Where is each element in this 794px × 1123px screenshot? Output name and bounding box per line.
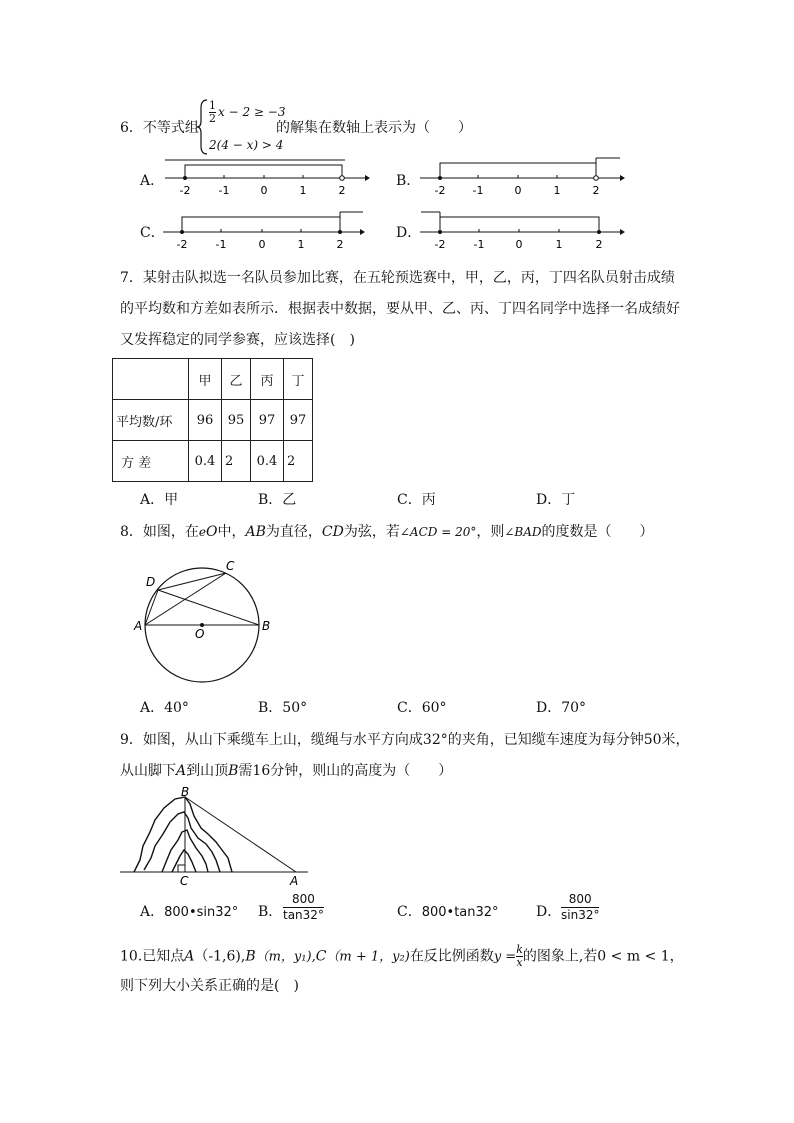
q9-option-d-fraction: $\frac{800}{\sin 32^\circ}$: [561, 892, 600, 922]
q9-mountain-diagram: [118, 784, 314, 890]
table-cell: 方 差: [113, 441, 189, 482]
table-cell: 2: [284, 441, 313, 482]
q6-option-a-label: A．: [140, 173, 165, 189]
q8-stem: 8．如图，在eO中，AB为直径，CD为弦，若∠ACD = 20°，则∠BAD的度数是（ ）: [120, 524, 654, 540]
q8-option-a: A．40°: [140, 700, 189, 716]
tick-label: 1: [299, 184, 307, 197]
q6-numberline-c: [158, 206, 370, 252]
q6-suffix: 的解集在数轴上表示为（ ）: [276, 120, 472, 136]
q7-option-d: D．丁: [536, 492, 576, 508]
q7-option-a: A．甲: [140, 492, 179, 508]
tick-label: 1: [553, 184, 561, 197]
point-label-o: O: [195, 627, 205, 641]
q6-brace: [196, 98, 210, 156]
point-label-c: C: [226, 559, 235, 573]
q6-option-b-label: B．: [396, 173, 421, 189]
tick-label: 0: [258, 238, 266, 251]
q8-option-b: B．50°: [258, 700, 308, 716]
table-cell: 2: [222, 441, 251, 482]
q9-line-1: 9．如图，从山下乘缆车上山，缆绳与水平方向成32°的夹角，已知缆车速度为每分钟50米，: [120, 732, 690, 748]
tick-label: -2: [434, 184, 446, 197]
tick-label: -2: [176, 238, 188, 251]
q6-half-fraction: $\frac{1}{2}$: [209, 99, 216, 125]
q7-line-3: 又发挥稳定的同学参赛，应该选择( ): [120, 332, 355, 348]
table-cell: 丁: [284, 359, 313, 400]
q9-option-d: D．: [536, 904, 562, 920]
table-cell: 97: [284, 400, 313, 441]
q10-k-over-x: $\frac{k}{x}$: [516, 943, 523, 969]
q8-option-c: C．60°: [397, 700, 447, 716]
q10-line-1: 10.已知点A（-1,6),B（m，y₁),C（m + 1，y₂)在反比例函数y = $\frac{k}{x}$ 的图象上,若0 < m < 1，: [120, 943, 684, 969]
q6-number: 6．不等式组: [120, 120, 199, 136]
tick-label: 2: [595, 238, 603, 251]
q9-line-2: 从山脚下A到山顶B需16分钟，则山的高度为（ ）: [120, 763, 453, 779]
q7-line-2: 的平均数和方差如表所示．根据表中数据，要从甲、乙、丙、丁四名同学中选择一名成绩好: [120, 301, 680, 317]
table-cell: 0.4: [251, 441, 284, 482]
point-label-a: A: [134, 619, 143, 633]
q9-option-c: C．800•tan32°: [397, 904, 499, 920]
table-cell: 0.4: [189, 441, 222, 482]
q6-option-d-label: D．: [396, 225, 422, 241]
tick-label: 1: [297, 238, 305, 251]
table-row: [113, 400, 313, 441]
tick-label: 2: [338, 184, 346, 197]
q9-option-b-fraction: $\frac{800}{\tan 32^\circ}$: [283, 892, 324, 922]
tick-label: 0: [260, 184, 268, 197]
q7-score-table: [112, 358, 313, 482]
tick-label: -2: [434, 238, 446, 251]
q6-inequality-2: 2(4 − x) > 4: [209, 138, 284, 152]
tick-label: -1: [215, 238, 227, 251]
q6-numberline-d: [415, 206, 630, 252]
tick-label: 1: [555, 238, 563, 251]
table-row: [113, 359, 313, 400]
point-label-b: B: [262, 619, 271, 633]
table-cell: 95: [222, 400, 251, 441]
tick-label: 0: [515, 238, 523, 251]
q6-option-c-label: C．: [140, 225, 165, 241]
tick-label: 0: [514, 184, 522, 197]
table-cell: 平均数/环: [113, 400, 189, 441]
q7-option-c: C．丙: [397, 492, 436, 508]
q7-option-b: B．乙: [258, 492, 297, 508]
table-cell: 甲: [189, 359, 222, 400]
q6-numberline-a: [160, 152, 370, 198]
q6-numberline-b: [415, 152, 630, 198]
q7-line-1: 7．某射击队拟选一名队员参加比赛，在五轮预选赛中，甲，乙，丙，丁四名队员射击成绩: [120, 270, 675, 286]
tick-label: -1: [473, 238, 485, 251]
point-label-d: D: [146, 575, 156, 589]
tick-label: -2: [179, 184, 191, 197]
q10-line-2: 则下列大小关系正确的是( ): [120, 978, 299, 994]
tick-label: -1: [472, 184, 484, 197]
q9-option-b: B．: [258, 904, 283, 920]
point-label-a: A: [290, 874, 299, 888]
point-label-b: B: [181, 785, 190, 799]
tick-label: 2: [336, 238, 344, 251]
table-cell: 丙: [251, 359, 284, 400]
table-cell: 96: [189, 400, 222, 441]
table-cell: 97: [251, 400, 284, 441]
q6-inequality-1: $\frac{1}{2}$ x − 2 ≥ −3: [209, 99, 286, 125]
q9-option-a: A．800•sin32°: [140, 904, 239, 920]
tick-label: 2: [592, 184, 600, 197]
table-cell: [113, 359, 189, 400]
q8-circle-diagram: [128, 555, 278, 695]
table-cell: 乙: [222, 359, 251, 400]
tick-label: -1: [218, 184, 230, 197]
point-label-c: C: [180, 874, 189, 888]
table-row: [113, 441, 313, 482]
q8-option-d: D．70°: [536, 700, 587, 716]
